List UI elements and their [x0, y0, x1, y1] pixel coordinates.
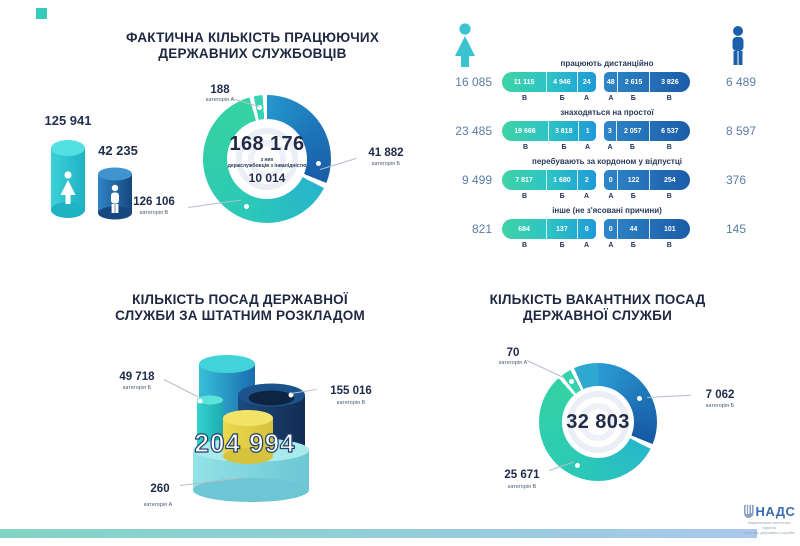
male-count: 42 235 — [98, 143, 138, 158]
donut-marker-dot — [637, 396, 642, 401]
category-letter: Б — [559, 193, 565, 200]
male-total: 6 489 — [726, 75, 757, 89]
segment-value: 137 — [556, 225, 568, 233]
status-row-idle — [440, 108, 774, 156]
vacancies-donut-center — [562, 386, 634, 458]
category-letter: В — [666, 242, 672, 249]
female-total: 9 499 — [461, 173, 492, 187]
category-letter: А — [608, 242, 614, 249]
employed-cat-v-label: категорія В — [139, 210, 169, 216]
segment-value: 44 — [629, 225, 638, 233]
callout-line — [647, 395, 691, 398]
status-row-abroad — [440, 157, 774, 205]
vacancies-donut-chart — [539, 363, 657, 481]
segment-value: 6 537 — [661, 127, 679, 135]
category-letter: А — [608, 193, 614, 200]
female-total: 821 — [471, 222, 492, 236]
status-row-other — [440, 206, 774, 254]
staffing-title-line2: СЛУЖБИ ЗА ШТАТНИМ РОЗКЛАДОМ — [115, 308, 365, 323]
category-letter: А — [585, 144, 591, 151]
male-category-letters — [604, 144, 690, 151]
segment-value: 1 680 — [553, 176, 571, 184]
employed-cat-a-label: категорія А — [205, 97, 235, 103]
male-category-letters — [604, 95, 690, 102]
female-bar — [502, 121, 596, 141]
staffing-cat-a-label: категорія А — [143, 502, 173, 508]
category-letter: А — [584, 95, 590, 102]
nads-logo-subtext-line1: Національне агентство України — [747, 520, 791, 530]
segment-value: 4 946 — [553, 78, 571, 86]
male-bar — [604, 219, 690, 239]
category-letter: Б — [561, 144, 567, 151]
employed-note-line1: з них — [260, 157, 274, 163]
category-letter: Б — [630, 95, 636, 102]
segment-value: 48 — [606, 78, 615, 86]
segment-value: 3 — [607, 127, 612, 135]
staffing-cat-b-value: 49 718 — [119, 371, 155, 383]
female-total: 16 085 — [455, 75, 492, 89]
status-row-label: знаходяться на простої — [560, 108, 654, 117]
segment-value: 3 818 — [554, 127, 573, 135]
female-category-letters — [502, 144, 596, 151]
category-letter: А — [607, 144, 613, 151]
female-category-letters — [502, 193, 596, 200]
employed-disabled-count: 10 014 — [248, 171, 286, 185]
female-bar — [502, 219, 596, 239]
segment-value: 0 — [584, 225, 589, 233]
category-letter: Б — [559, 242, 565, 249]
segment-value: 2 615 — [624, 78, 643, 86]
vacancies-total: 32 803 — [566, 410, 630, 433]
vacancies-title-line2: ДЕРЖАВНОЇ СЛУЖБИ — [523, 308, 672, 323]
category-letter: В — [666, 193, 672, 200]
category-letter: А — [608, 95, 614, 102]
male-total: 145 — [726, 222, 747, 236]
nads-logo-text: НАДС — [755, 504, 796, 519]
segment-value: 2 057 — [623, 127, 642, 135]
staffing-cat-v-label: категорія В — [336, 400, 366, 406]
male-bar — [604, 170, 690, 190]
male-category-letters — [604, 193, 690, 200]
staffing-cat-v-value: 155 016 — [330, 385, 372, 397]
segment-value: 0 — [608, 225, 613, 233]
vacancies-title — [465, 292, 730, 324]
category-letter: В — [522, 144, 529, 151]
status-row-label: інше (не з'ясовані причини) — [552, 206, 662, 215]
category-letter: В — [666, 95, 672, 102]
category-letter: Б — [630, 193, 636, 200]
footer-gradient-bar — [0, 529, 757, 538]
category-letter: Б — [629, 144, 635, 151]
nads-logo — [740, 504, 798, 535]
employed-title-line1: ФАКТИЧНА КІЛЬКІСТЬ ПРАЦЮЮЧИХ — [125, 30, 380, 45]
staffing-cat-a-value: 260 — [150, 483, 170, 495]
segment-value: 254 — [664, 176, 676, 184]
female-category-letters — [502, 242, 596, 249]
vacancies-cat-b-value: 7 062 — [705, 389, 735, 401]
employed-donut-chart — [203, 95, 331, 223]
category-letter: Б — [630, 242, 636, 249]
segment-value: 2 — [584, 176, 589, 184]
male-bar — [604, 72, 690, 92]
male-category-letters — [604, 242, 690, 249]
donut-marker-dot — [244, 204, 249, 209]
female-total: 23 485 — [455, 124, 492, 138]
donut-marker-dot — [569, 379, 574, 384]
vacancies-cat-v-label: категорія В — [507, 484, 537, 490]
vacancies-cat-a-value: 70 — [506, 347, 520, 359]
employed-total: 168 176 — [229, 133, 305, 155]
status-row-label: працюють дистанційно — [560, 59, 654, 68]
segment-value: 1 — [585, 127, 590, 135]
callout-line — [527, 360, 565, 379]
nads-logo-subtext — [740, 520, 798, 535]
segment-value: 101 — [664, 225, 676, 233]
staffing-cat-b-label: категорія Б — [122, 385, 152, 391]
staffing-title — [105, 292, 375, 324]
category-letter: В — [522, 95, 528, 102]
segment-value: 24 — [582, 78, 591, 86]
male-total: 376 — [726, 173, 747, 187]
employed-title — [120, 30, 385, 62]
status-row-label: перебувають за кордоном у відпустці — [532, 157, 682, 166]
female-bar — [502, 72, 596, 92]
segment-value: 122 — [627, 176, 640, 184]
corner-decoration — [36, 8, 47, 19]
donut-marker-dot — [316, 161, 321, 166]
category-letter: В — [666, 144, 672, 151]
vacancies-cat-b-label: категорія Б — [705, 403, 735, 409]
segment-value: 0 — [608, 176, 613, 184]
vacancies-cat-v-value: 25 671 — [504, 469, 540, 481]
female-bar — [502, 170, 596, 190]
vacancies-cat-a-label: категорія А — [498, 360, 528, 366]
employed-note-line2: держслужбовців з інвалідністю — [227, 163, 307, 169]
female-category-letters — [502, 95, 596, 102]
category-letter: А — [584, 242, 590, 249]
employed-cat-v-value: 126 106 — [133, 196, 175, 208]
female-count: 125 941 — [44, 113, 92, 128]
employed-cat-b-value: 41 882 — [368, 147, 404, 159]
employed-title-line2: ДЕРЖАВНИХ СЛУЖБОВЦІВ — [158, 46, 347, 61]
segment-value: 11 115 — [513, 78, 535, 86]
category-letter: А — [584, 193, 590, 200]
staffing-title-line1: КІЛЬКІСТЬ ПОСАД ДЕРЖАВНОЇ — [132, 292, 348, 307]
segment-value: 684 — [518, 225, 530, 233]
segment-value: 3 826 — [661, 78, 679, 86]
employed-cat-a-value: 188 — [210, 84, 230, 96]
status-row-remote — [440, 59, 774, 107]
nads-logo-subtext-line2: з питань державної служби — [743, 530, 795, 535]
employed-cat-b-label: категорія Б — [371, 161, 401, 167]
category-letter: Б — [559, 95, 565, 102]
trident-icon — [743, 505, 754, 518]
vacancies-title-line1: КІЛЬКІСТЬ ВАКАНТНИХ ПОСАД — [489, 292, 706, 307]
male-total: 8 597 — [726, 124, 757, 138]
female-cylinder-chart — [49, 138, 89, 220]
employed-donut-center — [227, 119, 307, 199]
staffing-total: 204 994 — [194, 428, 296, 458]
segment-value: 19 666 — [514, 127, 536, 135]
male-bar — [604, 121, 690, 141]
category-letter: В — [522, 193, 528, 200]
category-letter: В — [522, 242, 528, 249]
segment-value: 7 817 — [515, 176, 533, 184]
donut-marker-dot — [575, 463, 580, 468]
